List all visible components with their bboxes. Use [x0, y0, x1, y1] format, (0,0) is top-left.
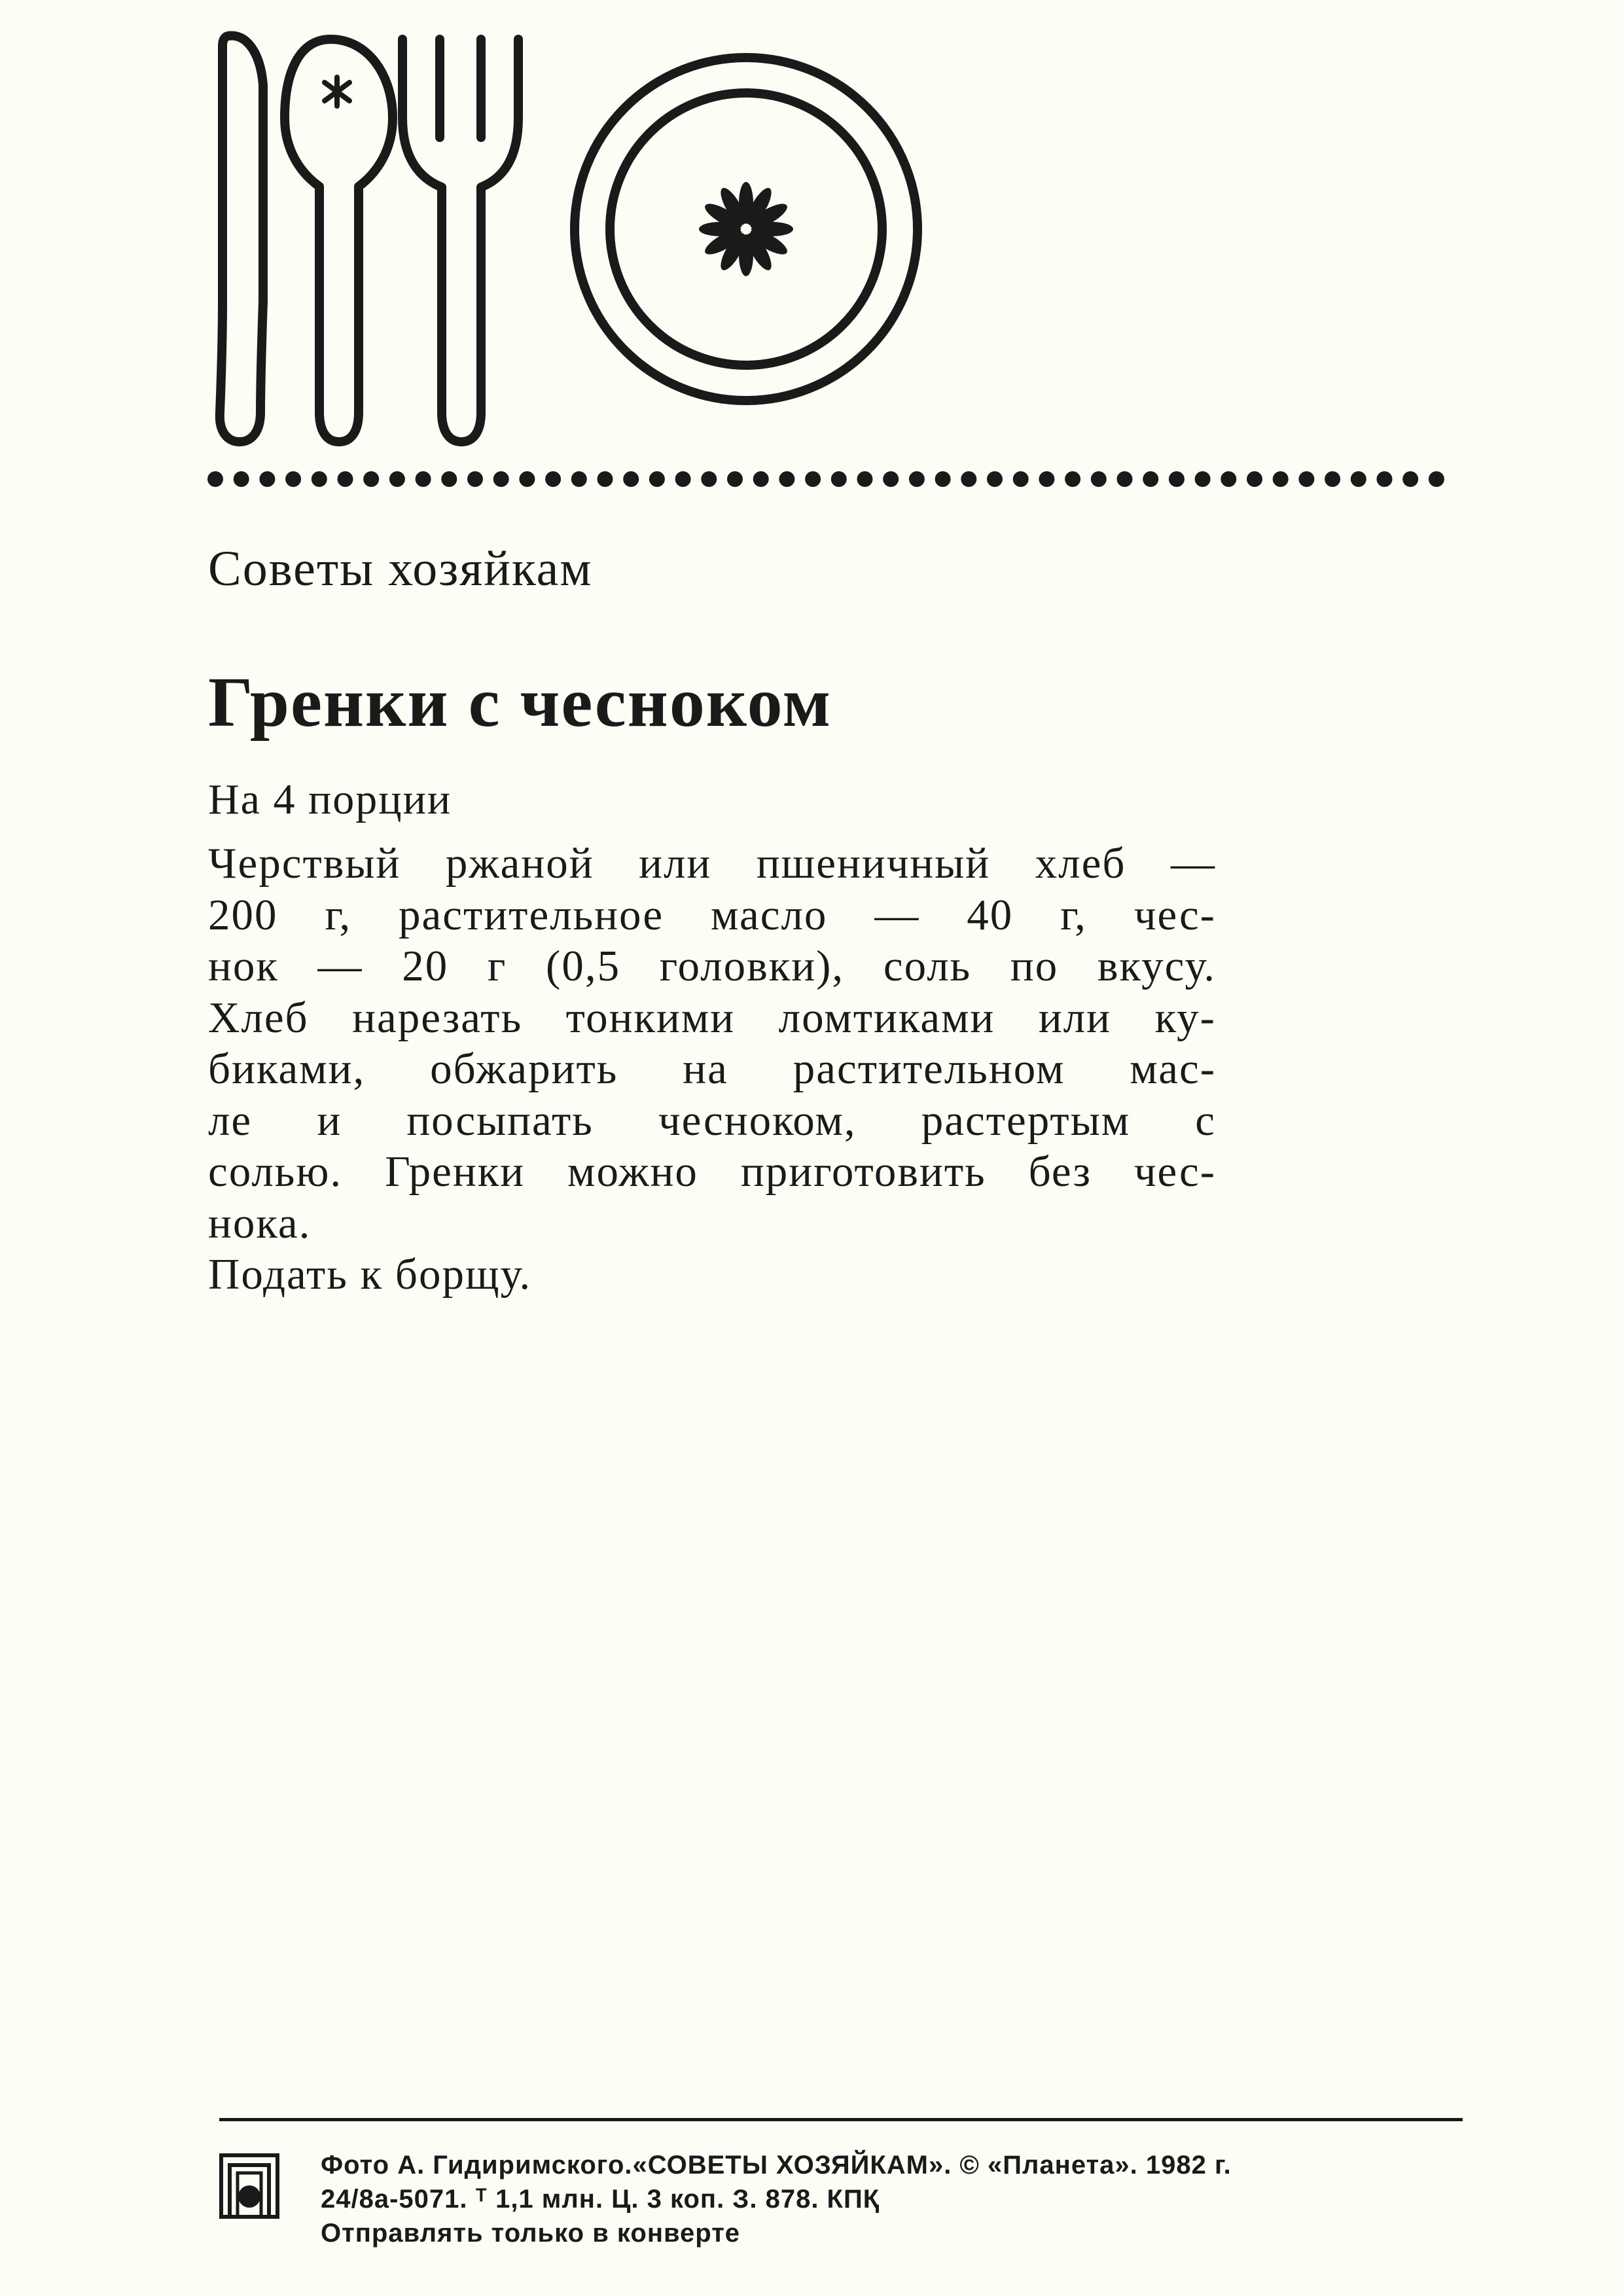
- divider-dot: [1169, 471, 1185, 487]
- footer-rule: [219, 2118, 1463, 2121]
- divider-dot: [234, 471, 249, 487]
- divider-dot: [1143, 471, 1158, 487]
- divider-dot: [467, 471, 483, 487]
- recipe-line: Черствый ржаной или пшеничный хлеб —: [208, 839, 1216, 888]
- divider-dot: [779, 471, 794, 487]
- divider-dot: [831, 471, 847, 487]
- divider-dot: [623, 471, 639, 487]
- recipe-line: Подать к борщу.: [208, 1250, 532, 1299]
- plate-icon: [575, 58, 918, 401]
- dotted-divider: [206, 466, 1463, 492]
- divider-dot: [1065, 471, 1080, 487]
- spoon-asterisk-icon: [325, 77, 349, 106]
- divider-dot: [571, 471, 587, 487]
- divider-dot: [935, 471, 951, 487]
- recipe-line: солью. Гренки можно приготовить без чес-: [208, 1147, 1216, 1196]
- divider-dot: [597, 471, 613, 487]
- divider-dot: [857, 471, 873, 487]
- recipe-line: нока.: [208, 1198, 312, 1247]
- divider-dot: [701, 471, 717, 487]
- series-title: Советы хозяйкам: [208, 541, 593, 596]
- divider-dot: [1247, 471, 1262, 487]
- divider-dot: [545, 471, 561, 487]
- divider-dot: [1325, 471, 1340, 487]
- imprint-line: 24/8а-5071. ᵀ 1,1 млн. Ц. 3 коп. З. 878. КПҚ: [321, 2185, 880, 2214]
- recipe-line: биками, обжарить на растительном мас-: [208, 1045, 1216, 1093]
- divider-dot: [727, 471, 743, 487]
- divider-dot: [1377, 471, 1393, 487]
- divider-dot: [363, 471, 379, 487]
- divider-dot: [1013, 471, 1029, 487]
- divider-dot: [1039, 471, 1054, 487]
- portions-label: На 4 порции: [208, 776, 452, 823]
- recipe-line: нок — 20 г (0,5 головки), соль по вкусу.: [208, 942, 1216, 990]
- divider-dot: [259, 471, 275, 487]
- divider-dot: [207, 471, 223, 487]
- divider-dot: [441, 471, 457, 487]
- plate-flower-icon: [699, 182, 793, 276]
- divider-dot: [1195, 471, 1211, 487]
- divider-dot: [338, 471, 353, 487]
- knife-icon: [220, 35, 263, 442]
- divider-dot: [961, 471, 976, 487]
- divider-dot: [1351, 471, 1366, 487]
- divider-dot: [416, 471, 431, 487]
- divider-dot: [1117, 471, 1133, 487]
- divider-dot: [493, 471, 509, 487]
- divider-dot: [1221, 471, 1236, 487]
- divider-dot: [519, 471, 535, 487]
- divider-dot: [649, 471, 665, 487]
- fork-icon: [402, 39, 518, 442]
- divider-dot: [1429, 471, 1444, 487]
- divider-dot: [389, 471, 405, 487]
- imprint-line: Фото А. Гидиримского.«СОВЕТЫ ХОЗЯЙКАМ». © «Планета». 1982 г.: [321, 2151, 1232, 2179]
- recipe-title: Гренки с чесноком: [208, 664, 832, 742]
- divider-dot: [753, 471, 769, 487]
- divider-dot: [312, 471, 327, 487]
- divider-dot: [675, 471, 691, 487]
- divider-dot: [1273, 471, 1289, 487]
- divider-dot: [285, 471, 301, 487]
- divider-dot: [805, 471, 821, 487]
- tableware-emblem: [196, 13, 929, 458]
- divider-dot: [987, 471, 1003, 487]
- recipe-line: Хлеб нарезать тонкими ломтиками или ку-: [208, 993, 1216, 1042]
- divider-dot: [1402, 471, 1418, 487]
- divider-dot: [1091, 471, 1107, 487]
- recipe-text: [208, 838, 1255, 1300]
- divider-dot: [1298, 471, 1314, 487]
- recipe-line: 200 г, растительное масло — 40 г, чес-: [208, 890, 1216, 939]
- planeta-publisher-logo-icon: [219, 2153, 279, 2219]
- divider-dot: [909, 471, 925, 487]
- imprint-line: Отправлять только в конверте: [321, 2219, 741, 2248]
- recipe-line: ле и посыпать чесноком, растертым с: [208, 1096, 1216, 1145]
- divider-dot: [883, 471, 899, 487]
- imprint: [321, 2148, 1472, 2250]
